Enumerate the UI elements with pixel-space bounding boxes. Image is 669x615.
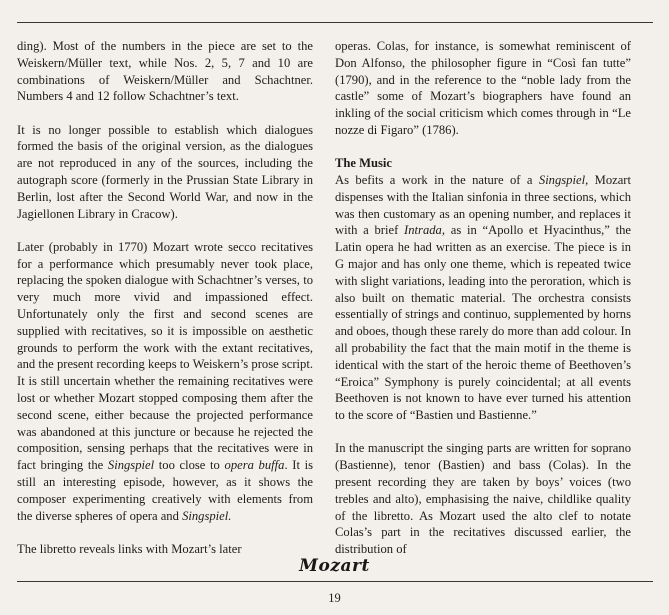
italic-term: opera buffa	[224, 458, 285, 473]
text-run: Later (probably in 1770) Mozart wrote secco recitatives for a performance which presumably never took place, replacing the spoken dialogue with Schachtner’s verses, to very much more vivid and impassioned effect. Unfortunately only the first and second scenes are supplied with recitatives, so it is impossible on aesthetic grounds to perform the work with the extant recitatives, and the present recording keeps to Weiskern’s prose script. It is still uncertain whether the remaining recitatives were lost or whether Mozart stopped composing them after the second scene, either because the projected performance was abandoned at this juncture or because he rejected the composition, sensing perhaps that the recitatives were in fact bringing the	[17, 239, 313, 473]
left-paragraph-4: The libretto reveals links with Mozart’s later	[17, 541, 242, 556]
left-paragraph-3	[17, 239, 313, 525]
italic-term: Singspiel,	[538, 172, 589, 187]
right-paragraph-3: In the manuscript the singing parts are written for soprano (Bastienne), tenor (Bastien) and bass (Colas). In the present recording they are taken by boys’ voices (two trebles and alto), emphasising the naive, childlike quality of the libretto. As Mozart used the alto clef to notate Colas’s part in the recitatives discussed earlier, the distribution of	[335, 441, 631, 557]
left-column	[17, 38, 313, 574]
italic-term: Intrada,	[404, 223, 445, 238]
bottom-rule	[17, 581, 653, 582]
top-rule	[17, 22, 653, 23]
section-heading: The Music	[335, 156, 393, 171]
text-run: As befits a work in the nature of a	[335, 172, 539, 187]
text-run: Mozart dispenses with the Italian sinfonia in three sections, which was then customary as an opening number, and replaces it with a brief	[335, 172, 631, 238]
text-run: as in “Apollo et Hyacinthus,” the Latin opera he had written as an exercise. The piece is in G major and has only one theme, which is repeated twice with slight variations, leading into the peroration, which is also built on thematic material. The orchestra consists essentially of strings and continuo, supplemented by horns and oboes, though these rarely do more than add colour. In all probability the fact that the main motif in the theme is identical with the start of the heroic theme of Beethoven’s “Eroica” Symphony is purely coincidental; at all events Beethoven is not known to have ever turned his attention to the score of “Bastien und Bastienne.”	[335, 223, 631, 423]
page-number: 19	[328, 591, 341, 605]
italic-term: Singspiel.	[182, 508, 232, 523]
right-paragraph-2	[335, 172, 631, 424]
right-paragraph-1: operas. Colas, for instance, is somewhat reminiscent of Don Alfonso, the philosopher figure in “Così fan tutte” (1790), and in the reference to the “noble lady from the castle” some of Mozart’s biographers have found an inkling of the social criticism which comes through in “Le nozze di Figaro” (1786).	[335, 39, 631, 137]
mozart-signature: Mozart	[299, 556, 370, 576]
right-column	[335, 38, 631, 574]
italic-term: Singspiel	[107, 458, 155, 473]
text-run: too close to	[154, 458, 225, 473]
left-paragraph-2: It is no longer possible to establish which dialogues formed the basis of the original version, as the dialogues are not reproduced in any of the sources, including the autograph score (formerly in the Prussian State Library in Berlin, lost after the Second World War, and now in the Jagiellonen Library in Cracow).	[17, 122, 313, 221]
left-paragraph-1: ding). Most of the numbers in the piece are set to the Weiskern/Müller text, while Nos. 2, 5, 7 and 10 are combinations of Weiskern/Müller and Schachtner. Numbers 4 and 12 follow Schachtner’s text.	[17, 39, 313, 104]
text-run: . It is still an interesting episode, however, as it shows the composer experimenting creatively with elements from the diverse spheres of opera and	[17, 458, 314, 523]
